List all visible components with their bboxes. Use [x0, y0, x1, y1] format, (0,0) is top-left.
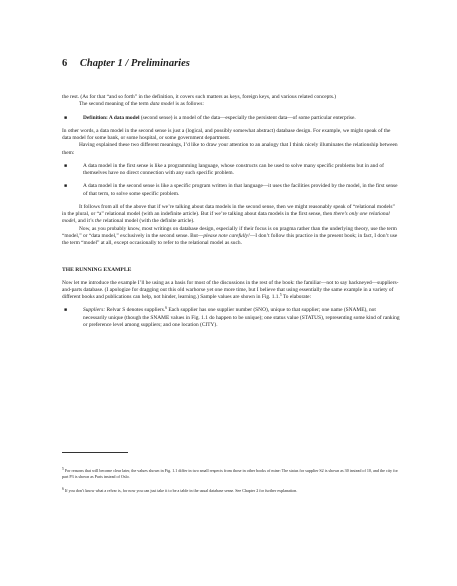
footnote-ref[interactable]: 5 [279, 293, 282, 297]
text-run: data model [149, 101, 175, 108]
bullet-square-icon: ■ [64, 184, 68, 190]
footnote-number: 6 [62, 487, 64, 491]
footnote-text: If you don’t know what a relvar is, for now you can just take it to be a table in the usual database sense. See Chapter 2 for further explanation. [64, 488, 298, 493]
bullet-square-icon: ■ [64, 115, 68, 121]
text-run: It follows from all of the above that if we’re talking about data models in the second sense, then we might reasonably speak of “relational models” in the plural, or “a” relational model (with an indefinite article). But if we’re talking about data models in the first sense, then [62, 203, 395, 217]
list-item-label: Suppliers: [83, 307, 106, 314]
paragraph: the rest. (As for that “and so forth” in the definition, it covers such matters as keys, foreign keys, and various related concepts.) [62, 94, 337, 100]
text-run: Relvar S denotes suppliers. [105, 307, 166, 314]
text-run: Now let me introduce the example I’ll be using as a basis for most of the discussions in the rest of the book: the familiar—not to say hackneyed—suppliers-and-parts database. (I apologize for dragging out this old warhorse yet one more time, but I believe that using essentially the same example in a variety of different books and publications can help, not hinder, learning.) Sample values are shown in Fig. 1.1. [62, 279, 399, 300]
footnote [62, 488, 400, 494]
text-run: please note carefully! [203, 232, 250, 239]
footnote-ref[interactable]: 6 [165, 306, 168, 311]
text-run: the [94, 218, 102, 225]
bullet-square-icon: ■ [64, 163, 68, 169]
footnote-divider [62, 452, 128, 453]
text-run: is as follows: [174, 101, 204, 108]
text-run: —I don’t follow this practice in the present book; in fact, I don’t use the term “model” at all, except occasionally to refer to the relational model as such. [62, 232, 398, 246]
text-run: A [107, 114, 114, 121]
page-number: 6 [62, 58, 68, 69]
footnote-text: For reasons that will become clear later, the values shown in Fig. 1.1 differ in two small respects from those in other books of mine: The status for supplier S2 is shown as 30 instead of 10, and the city for part P3 is shown as Paris instead of Oslo. [62, 468, 398, 479]
paragraph: In other words, a data model in the second sense is just a (logical, and possibly somewhat abstract) database design. For example, we might speak of the data model for some bank, or some hospital, or some government department. [62, 127, 391, 141]
text-run: , and it’s [75, 218, 95, 225]
section-heading: THE RUNNING EXAMPLE [62, 267, 132, 274]
body-text [62, 94, 400, 329]
text-run: there’s only one relational model [62, 211, 390, 225]
list-item-text: A data model in the second sense is like a specific program written in that language—it uses the facilities provided by the model, in the first sense of that term, to solve some specific problem. [83, 183, 398, 197]
definition-label: Definition: [83, 114, 108, 121]
text-run: To elaborate: [281, 294, 312, 300]
chapter-title: Chapter 1 / Preliminaries [79, 58, 190, 69]
page-header [62, 58, 190, 69]
list-item-text: A data model in the first sense is like a programming language, whose constructs can be used to solve many specific problems but in and of themselves have no direct connection with any such specific problem. [83, 162, 384, 176]
definition-bullet [62, 115, 400, 122]
paragraph: Having explained these two different meanings, I’d like to draw your attention to an analogy that I think nicely illuminates the relationship between them: [62, 142, 398, 156]
footnote-number: 5 [62, 467, 64, 471]
paragraph [62, 204, 400, 226]
definition-term: data model [113, 114, 140, 121]
text-run: relational model (with the definite article). [101, 218, 195, 225]
list-item [62, 307, 400, 329]
list-item [62, 163, 400, 178]
text-run: Each supplier has one supplier number (SNO), unique to that supplier; one name (SNAME), not necessarily unique (though the SNAME values in Fig. 1.1 do happen to be unique); one status value (STATUS), representing some kind of ranking or preference level among suppliers; and one location (CITY). [83, 307, 400, 328]
paragraph [62, 280, 400, 302]
list-item [62, 183, 400, 198]
bullet-square-icon: ■ [64, 308, 68, 314]
text-run: Now, as you probably know, most writings on database design, especially if their focus is on pragma rather than the underlying theory, use the term “model,” or “data model,” exclusively in the second sense. But— [62, 225, 397, 239]
paragraph [62, 101, 400, 108]
footnote [62, 468, 400, 479]
text-run: The second meaning of the term [79, 101, 150, 108]
paragraph [62, 226, 400, 248]
text-run: (second sense) is a model of the data—especially the persistent data—of some particular enterprise. [139, 114, 356, 121]
